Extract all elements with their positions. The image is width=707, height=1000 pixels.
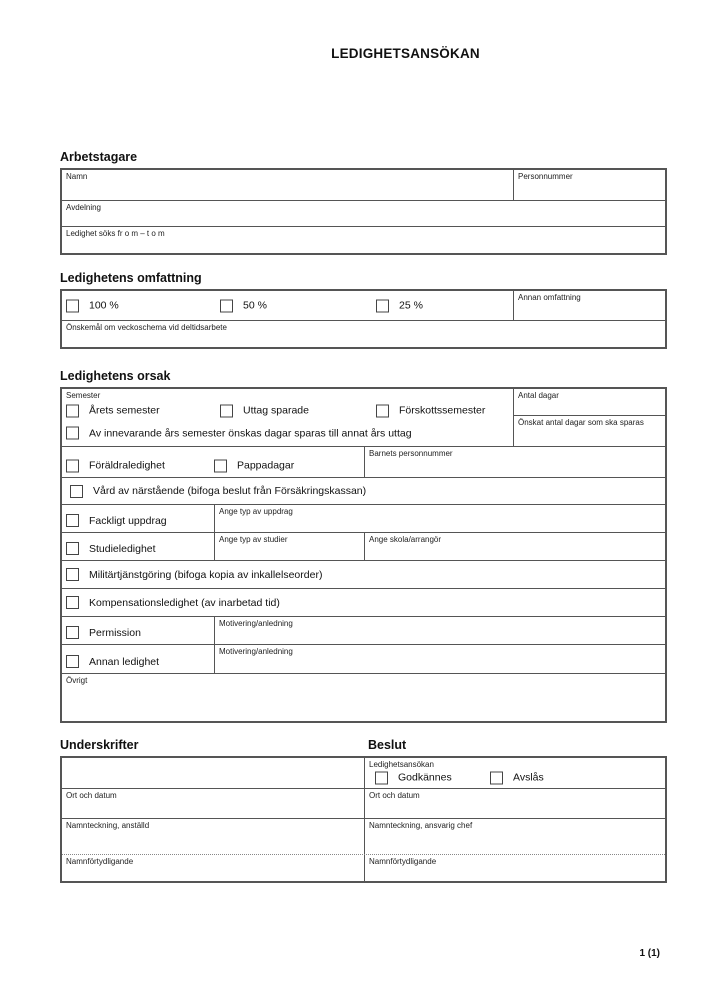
option-spara-dagar (66, 427, 412, 440)
namnfortydligande-anstalld-label: Namnförtydligande (66, 857, 134, 866)
veckoschema-field[interactable] (62, 321, 665, 347)
beslut-val-cell (364, 758, 665, 788)
label-arets-semester: Årets semester (89, 404, 160, 417)
label-vard-narstaende: Vård av närstående (bifoga beslut från Försäkringskassan) (93, 485, 367, 497)
label-100-percent: 100 % (89, 299, 119, 312)
section-heading-orsak: Ledighetens orsak (60, 369, 171, 383)
ovrigt-field[interactable] (62, 674, 665, 721)
ange-typ-uppdrag-field[interactable] (214, 505, 665, 532)
label-permission: Permission (89, 627, 141, 639)
checkbox-25-percent[interactable] (376, 299, 389, 312)
ange-typ-uppdrag-label: Ange typ av uppdrag (219, 507, 293, 516)
option-pappadagar (214, 459, 294, 472)
checkbox-studieledighet[interactable] (66, 542, 79, 555)
checkbox-militartjanstgoring[interactable] (66, 568, 79, 581)
semester-label: Semester (66, 391, 101, 400)
label-annan-ledighet: Annan ledighet (89, 656, 160, 668)
onskat-antal-label: Önskat antal dagar som ska sparas (518, 418, 644, 427)
arbetstagare-table (60, 168, 667, 255)
checkbox-avslas[interactable] (490, 771, 503, 784)
onskat-antal-field[interactable] (514, 416, 665, 446)
underskrifter-empty-cell (62, 758, 364, 788)
page-number (639, 948, 660, 959)
underskrifter-ort-datum-field[interactable] (62, 789, 364, 818)
namn-field[interactable] (62, 170, 513, 200)
fackligt-cell (62, 505, 214, 532)
option-godkannes (375, 771, 452, 784)
label-50-percent: 50 % (243, 299, 267, 312)
permission-cell (62, 617, 214, 644)
veckoschema-label: Önskemål om veckoschema vid deltidsarbete (66, 323, 227, 332)
checkbox-50-percent[interactable] (220, 299, 233, 312)
label-uttag-sparade: Uttag sparade (243, 404, 309, 417)
checkbox-permission[interactable] (66, 626, 79, 639)
ledighetsansokan-label: Ledighetsansökan (369, 760, 434, 769)
form-title: LEDIGHETSANSÖKAN (331, 46, 480, 61)
underskrifter-ort-datum-label: Ort och datum (66, 791, 117, 800)
motivering-annan-field[interactable] (214, 645, 665, 673)
page-number-text: 1 (1) (639, 948, 660, 959)
section-heading-underskrifter: Underskrifter (60, 738, 139, 752)
semester-cell (62, 389, 513, 446)
motivering-annan-label: Motivering/anledning (219, 647, 293, 656)
antal-dagar-field[interactable] (514, 389, 665, 416)
foraldraledighet-cell (62, 447, 364, 477)
checkbox-vard-narstaende[interactable] (70, 485, 83, 498)
label-foraldraledighet: Föräldraledighet (89, 459, 165, 472)
semester-options-row (62, 401, 513, 421)
label-studieledighet: Studieledighet (89, 543, 156, 555)
label-militartjanstgoring: Militärtjänstgöring (bifoga kopia av inkallelseorder) (89, 568, 323, 581)
checkbox-fackligt-uppdrag[interactable] (66, 514, 79, 527)
label-forskottssemester: Förskottssemester (399, 404, 486, 417)
option-100-percent (66, 299, 119, 312)
vard-narstaende-row (62, 477, 665, 504)
ledighet-period-label: Ledighet söks fr o m – t o m (66, 229, 165, 238)
namnteckning-chef-field[interactable] (364, 819, 665, 854)
ovrigt-label: Övrigt (66, 676, 88, 685)
option-vard-narstaende (66, 485, 366, 498)
option-avslas (490, 771, 544, 784)
motivering-permission-label: Motivering/anledning (219, 619, 293, 628)
avdelning-field[interactable] (62, 201, 665, 226)
namnteckning-anstalld-label: Namnteckning, anställd (66, 821, 150, 830)
personnummer-field[interactable] (513, 170, 665, 200)
namnfortydligande-chef-label: Namnförtydligande (369, 857, 437, 866)
ledighet-period-field[interactable] (62, 227, 665, 253)
ange-skola-label: Ange skola/arrangör (369, 535, 442, 544)
motivering-permission-field[interactable] (214, 617, 665, 644)
antal-dagar-label: Antal dagar (518, 391, 559, 400)
dagar-column (513, 389, 665, 446)
label-spara-dagar: Av innevarande års semester önskas dagar sparas till annat års uttag (89, 427, 412, 440)
beslut-options-row (365, 770, 665, 786)
beslut-ort-datum-field[interactable] (364, 789, 665, 818)
ange-typ-studier-field[interactable] (214, 533, 364, 560)
namnfortydligande-chef-field[interactable] (364, 855, 665, 881)
namnteckning-anstalld-field[interactable] (62, 819, 364, 854)
checkbox-100-percent[interactable] (66, 299, 79, 312)
option-50-percent (220, 299, 267, 312)
orsak-table (60, 387, 667, 723)
namnteckning-chef-label: Namnteckning, ansvarig chef (369, 821, 473, 830)
option-arets-semester (66, 404, 160, 417)
kompensationsledighet-row (62, 588, 665, 616)
label-avslas: Avslås (513, 771, 544, 784)
militartjanstgoring-row (62, 560, 665, 588)
section-heading-omfattning: Ledighetens omfattning (60, 271, 202, 285)
checkbox-annan-ledighet[interactable] (66, 655, 79, 668)
option-25-percent (376, 299, 423, 312)
form-content (60, 0, 667, 883)
annan-omfattning-label: Annan omfattning (518, 293, 581, 302)
personnummer-label: Personnummer (518, 172, 573, 181)
checkbox-spara-dagar[interactable] (66, 427, 79, 440)
label-godkannes: Godkännes (398, 771, 452, 784)
ange-skola-field[interactable] (364, 533, 665, 560)
option-uttag-sparade (220, 404, 309, 417)
spara-dagar-row (62, 421, 513, 446)
section-heading-beslut: Beslut (368, 738, 407, 752)
label-kompensationsledighet: Kompensationsledighet (av inarbetad tid) (89, 596, 280, 609)
omfattning-table (60, 289, 667, 349)
omfattning-options-cell (62, 291, 513, 320)
namn-label: Namn (66, 172, 88, 181)
checkbox-forskottssemester[interactable] (376, 404, 389, 417)
checkbox-foraldraledighet[interactable] (66, 459, 79, 472)
ange-typ-studier-label: Ange typ av studier (219, 535, 288, 544)
option-forskottssemester (376, 404, 485, 417)
underskrifter-beslut-table (60, 756, 667, 883)
checkbox-kompensationsledighet[interactable] (66, 596, 79, 609)
checkbox-pappadagar[interactable] (214, 459, 227, 472)
barnets-personnummer-label: Barnets personnummer (369, 449, 453, 458)
avdelning-label: Avdelning (66, 203, 101, 212)
label-fackligt-uppdrag: Fackligt uppdrag (89, 515, 167, 527)
section-heading-arbetstagare: Arbetstagare (60, 150, 138, 164)
beslut-ort-datum-label: Ort och datum (369, 791, 420, 800)
annan-omfattning-field[interactable] (513, 291, 665, 320)
annan-ledighet-cell (62, 645, 214, 673)
label-25-percent: 25 % (399, 299, 423, 312)
barnets-personnummer-field[interactable] (364, 447, 665, 477)
namnfortydligande-anstalld-field[interactable] (62, 855, 364, 881)
checkbox-uttag-sparade[interactable] (220, 404, 233, 417)
label-pappadagar: Pappadagar (237, 459, 295, 472)
studieledighet-cell (62, 533, 214, 560)
checkbox-godkannes[interactable] (375, 771, 388, 784)
checkbox-arets-semester[interactable] (66, 404, 79, 417)
option-foraldraledighet (66, 459, 165, 472)
